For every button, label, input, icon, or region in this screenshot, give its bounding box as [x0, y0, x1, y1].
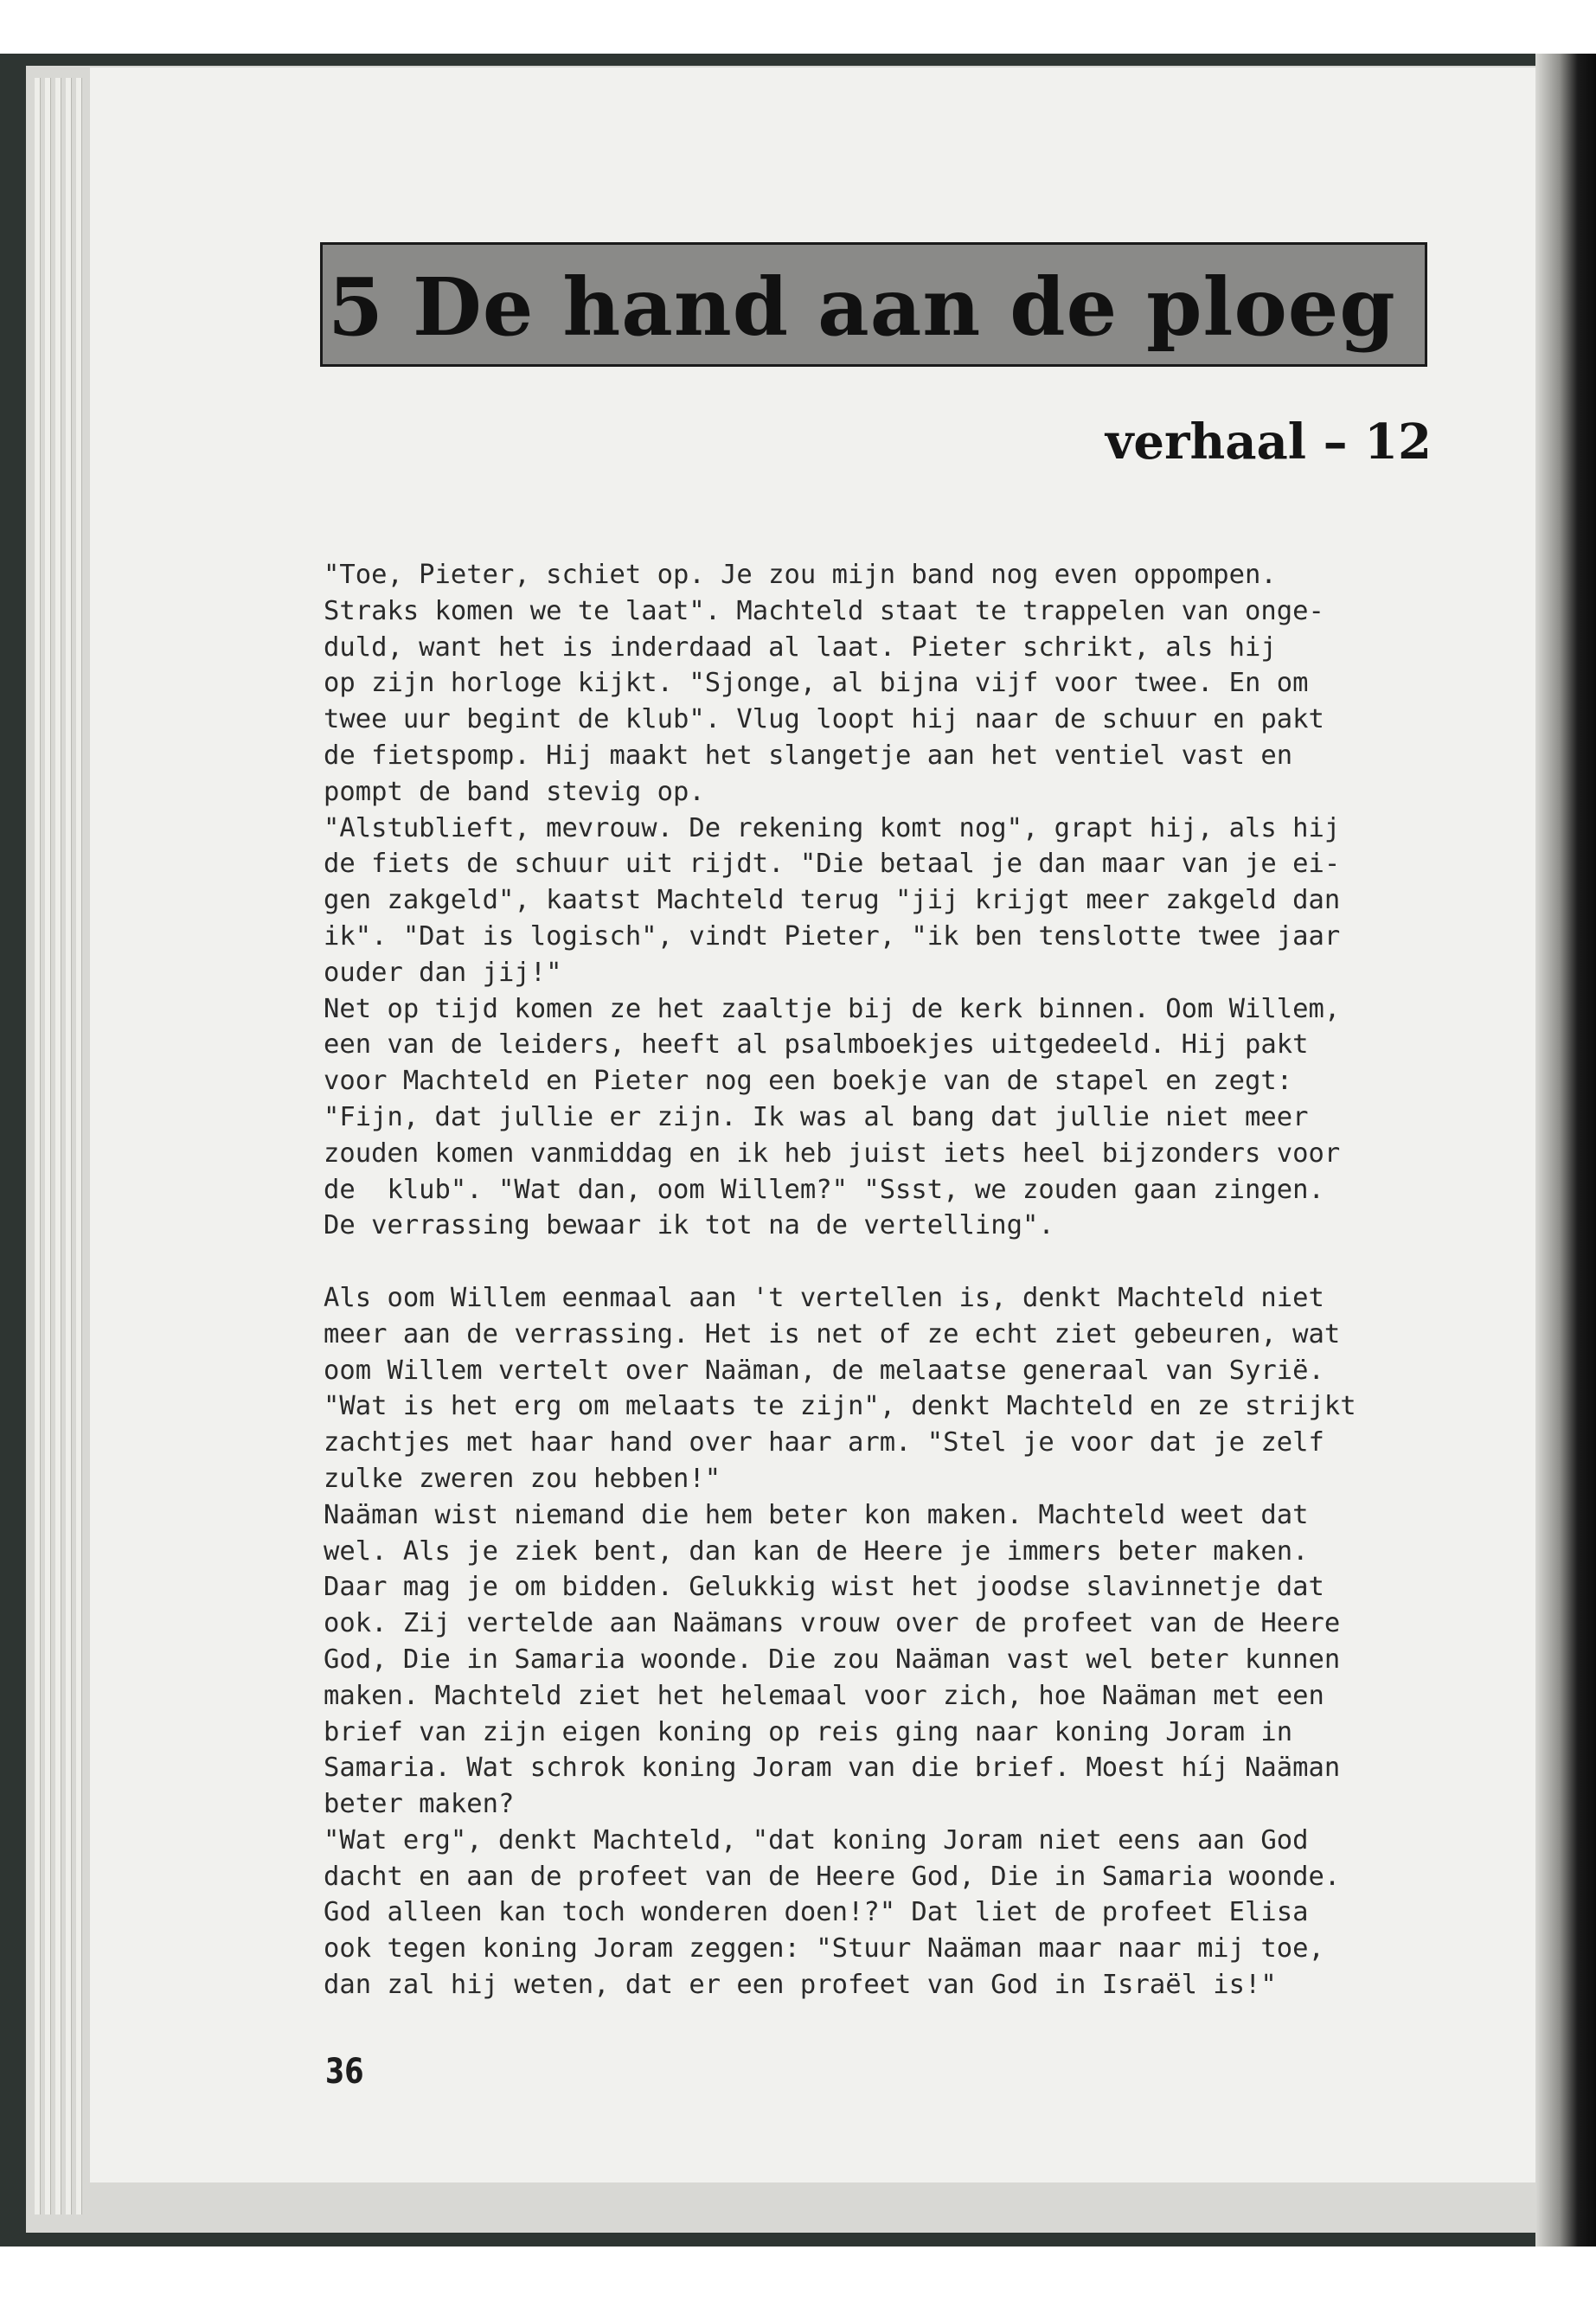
text-line: ouder dan jij!" — [324, 957, 562, 988]
text-line: "Wat is het erg om melaats te zijn", denkt Machteld en ze strijkt — [324, 1391, 1356, 1422]
text-line: "Fijn, dat jullie er zijn. Ik was al bang dat jullie niet meer — [324, 1101, 1309, 1132]
text-line: "Wat erg", denkt Machteld, "dat koning Joram niet eens aan God — [324, 1824, 1309, 1856]
text-line: Net op tijd komen ze het zaaltje bij de kerk binnen. Oom Willem, — [324, 993, 1341, 1024]
text-line: een van de leiders, heeft al psalmboekjes uitgedeeld. Hij pakt — [324, 1029, 1309, 1061]
text-line: Samaria. Wat schrok koning Joram van die brief. Moest híj Naäman — [324, 1753, 1341, 1784]
text-line: dan zal hij weten, dat er een profeet van God in Israël is!" — [324, 1970, 1277, 2001]
text-line: ik". "Dat is logisch", vindt Pieter, "ik ben tenslotte twee jaar — [324, 920, 1341, 952]
text-line: oom Willem vertelt over Naäman, de melaatse generaal van Syrië. — [324, 1355, 1324, 1386]
text-line: zachtjes met haar hand over haar arm. "Stel je voor dat je zelf — [324, 1427, 1324, 1458]
spine-shadow — [1535, 54, 1596, 2247]
text-line: voor Machteld en Pieter nog een boekje van de stapel en zegt: — [324, 1066, 1293, 1097]
text-line: twee uur begint de klub". Vlug loopt hij naar de schuur en pakt — [324, 704, 1324, 735]
text-line: zulke zweren zou hebben!" — [324, 1463, 721, 1494]
text-line: Daar mag je om bidden. Gelukkig wist het joodse slavinnetje dat — [324, 1572, 1324, 1603]
text-line: Straks komen we te laat". Machteld staat te trappelen van onge- — [324, 595, 1324, 626]
text-line: de klub". "Wat dan, oom Willem?" "Ssst, we zouden gaan zingen. — [324, 1174, 1324, 1205]
text-line: wel. Als je ziek bent, dan kan de Heere je immers beter maken. — [324, 1535, 1309, 1567]
page-edge — [55, 78, 61, 2214]
text-line: de fietspomp. Hij maakt het slangetje aan het ventiel vast en — [324, 740, 1293, 771]
text-line: brief van zijn eigen koning op reis ging naar koning Joram in — [324, 1716, 1293, 1747]
text-line: God, Die in Samaria woonde. Die zou Naäman vast wel beter kunnen — [324, 1644, 1341, 1675]
chapter-title: 5 De hand aan de ploeg — [328, 260, 1396, 354]
text-line: ook. Zij vertelde aan Naämans vrouw over de profeet van de Heere — [324, 1608, 1341, 1639]
page-edge — [66, 78, 72, 2214]
blank-line — [324, 1244, 1517, 1280]
text-line: pompt de band stevig op. — [324, 776, 705, 807]
text-line: gen zakgeld", kaatst Machteld terug "jij krijgt meer zakgeld dan — [324, 885, 1341, 916]
text-line: zouden komen vanmiddag en ik heb juist iets heel bijzonders voor — [324, 1138, 1341, 1169]
text-line: ook tegen koning Joram zeggen: "Stuur Naäman maar naar mij toe, — [324, 1933, 1324, 1965]
page-edge — [35, 78, 41, 2214]
text-line: meer aan de verrassing. Het is net of ze echt ziet gebeuren, wat — [324, 1318, 1341, 1349]
page-edge — [76, 78, 82, 2214]
story-subtitle: verhaal – 12 — [1105, 413, 1432, 471]
text-line: beter maken? — [324, 1789, 515, 1820]
text-line: Als oom Willem eenmaal aan 't vertellen is, denkt Machteld niet — [324, 1282, 1324, 1313]
page-number: 36 — [325, 2052, 364, 2092]
chapter-title-box — [320, 242, 1427, 367]
text-line: "Alstublieft, mevrouw. De rekening komt nog", grapt hij, als hij — [324, 812, 1341, 843]
text-line: op zijn horloge kijkt. "Sjonge, al bijna vijf voor twee. En om — [324, 668, 1309, 699]
text-line: duld, want het is inderdaad al laat. Pieter schrikt, als hij — [324, 631, 1277, 663]
text-line: maken. Machteld ziet het helemaal voor zich, hoe Naäman met een — [324, 1680, 1324, 1711]
text-line: de fiets de schuur uit rijdt. "Die betaal je dan maar van je ei- — [324, 849, 1341, 880]
text-line: dacht en aan de profeet van de Heere God, Die in Samaria woonde. — [324, 1861, 1341, 1892]
page-edge — [45, 78, 51, 2214]
story-body — [324, 557, 1517, 2003]
text-line: Naäman wist niemand die hem beter kon maken. Machteld weet dat — [324, 1499, 1309, 1530]
text-line: De verrassing bewaar ik tot na de vertelling". — [324, 1210, 1054, 1241]
text-line: "Toe, Pieter, schiet op. Je zou mijn band nog even oppompen. — [324, 560, 1277, 590]
text-line: God alleen kan toch wonderen doen!?" Dat liet de profeet Elisa — [324, 1897, 1309, 1928]
